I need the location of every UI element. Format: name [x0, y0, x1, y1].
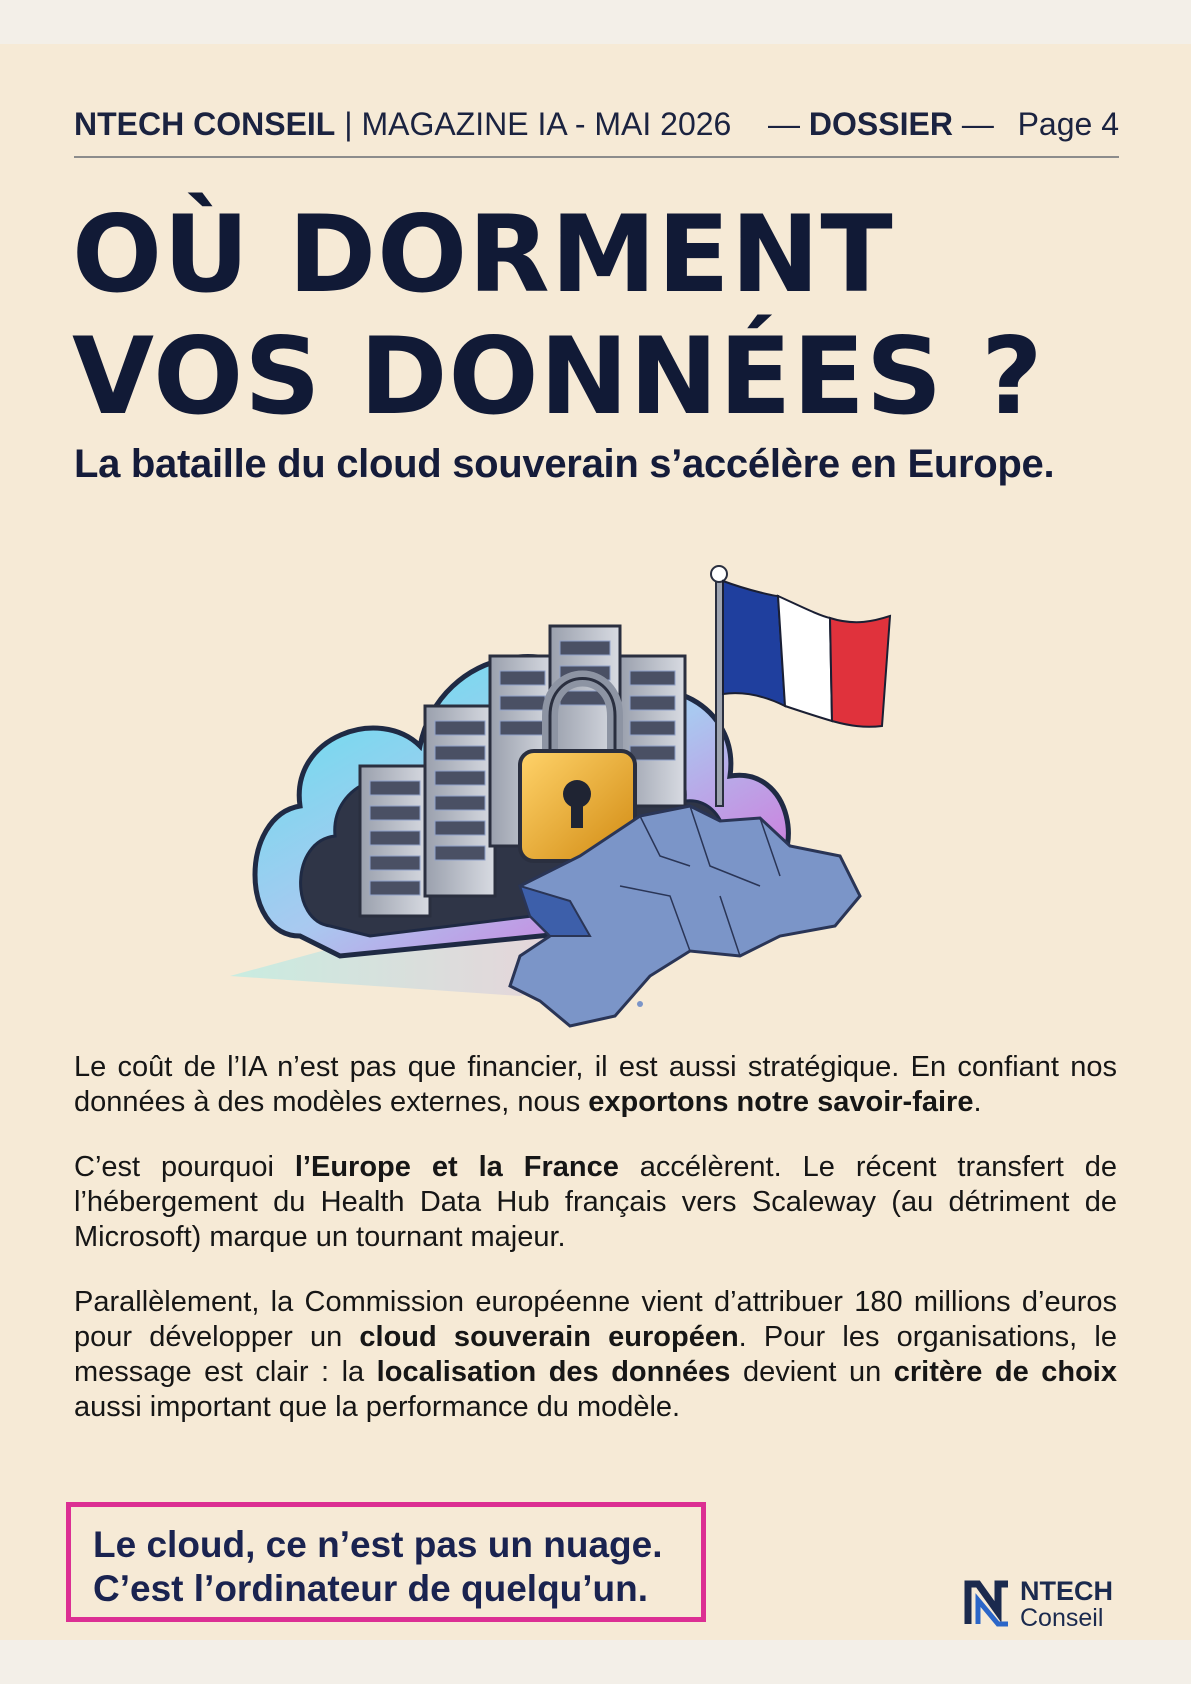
paragraph-emphasis: critère de choix	[893, 1356, 1117, 1388]
pull-quote-line-2: C’est l’ordinateur de quelqu’un.	[93, 1568, 649, 1609]
headline	[72, 194, 1132, 438]
paragraph-2	[74, 1150, 1117, 1255]
section-dash-right: —	[952, 106, 994, 142]
header-divider	[74, 156, 1119, 158]
paragraph-text: Le coût de l’IA n’est pas que financier, il est aussi stratégique. En confiant nos données à des modèles externes, nous	[74, 1051, 1117, 1118]
header-section	[768, 106, 994, 143]
paragraph-text: devient un	[730, 1356, 894, 1388]
pull-quote	[66, 1502, 706, 1622]
paragraph-text: Parallèlement, la Commission européenne vient d’attribuer 180 millions d’euros pour développer un	[74, 1286, 1117, 1353]
headline-line-1: OÙ DORMENT	[72, 193, 894, 316]
subtitle: La bataille du cloud souverain s’accélère en Europe.	[74, 442, 1055, 486]
logo-name: NTECH	[1020, 1576, 1113, 1606]
ntech-logo-icon	[964, 1578, 1012, 1628]
paragraph-emphasis: localisation des données	[376, 1356, 731, 1388]
paragraph-text: .	[973, 1086, 982, 1118]
section-dash-left: —	[768, 106, 809, 142]
paragraph-text: accélèrent. Le récent transfert de l’hébergement du Health Data Hub français vers Scaleway (au détriment de Microsoft) marque un tournant majeur.	[74, 1151, 1117, 1253]
pull-quote-line-1: Le cloud, ce n’est pas un nuage.	[93, 1524, 663, 1565]
ntech-logo	[964, 1574, 1124, 1634]
magazine-page	[0, 44, 1191, 1640]
logo-subtitle: Conseil	[1020, 1604, 1104, 1632]
page-header	[74, 106, 1119, 148]
header-separator: |	[335, 106, 362, 142]
paragraph-emphasis: l’Europe et la France	[294, 1151, 619, 1183]
paragraph-text: C’est pourquoi	[74, 1151, 295, 1183]
article-body	[74, 1050, 1117, 1455]
header-magazine: MAGAZINE IA - MAI 2026	[361, 106, 732, 142]
sovereign-cloud-illustration	[220, 556, 940, 1056]
header-brand: NTECH CONSEIL	[74, 106, 336, 142]
paragraph-1	[74, 1050, 1117, 1120]
header-dossier: DOSSIER	[808, 106, 953, 142]
paragraph-3	[74, 1285, 1117, 1425]
paragraph-emphasis: cloud souverain européen	[359, 1321, 739, 1353]
paragraph-text: aussi important que la performance du modèle.	[74, 1391, 681, 1423]
page-number: Page 4	[1017, 106, 1119, 142]
headline-line-2: VOS DONNÉES ?	[72, 315, 1044, 438]
france-flag-icon	[711, 566, 890, 806]
paragraph-text: . Pour les organisations, le message est clair : la	[74, 1321, 1117, 1388]
paragraph-emphasis: exportons notre savoir-faire	[588, 1086, 974, 1118]
